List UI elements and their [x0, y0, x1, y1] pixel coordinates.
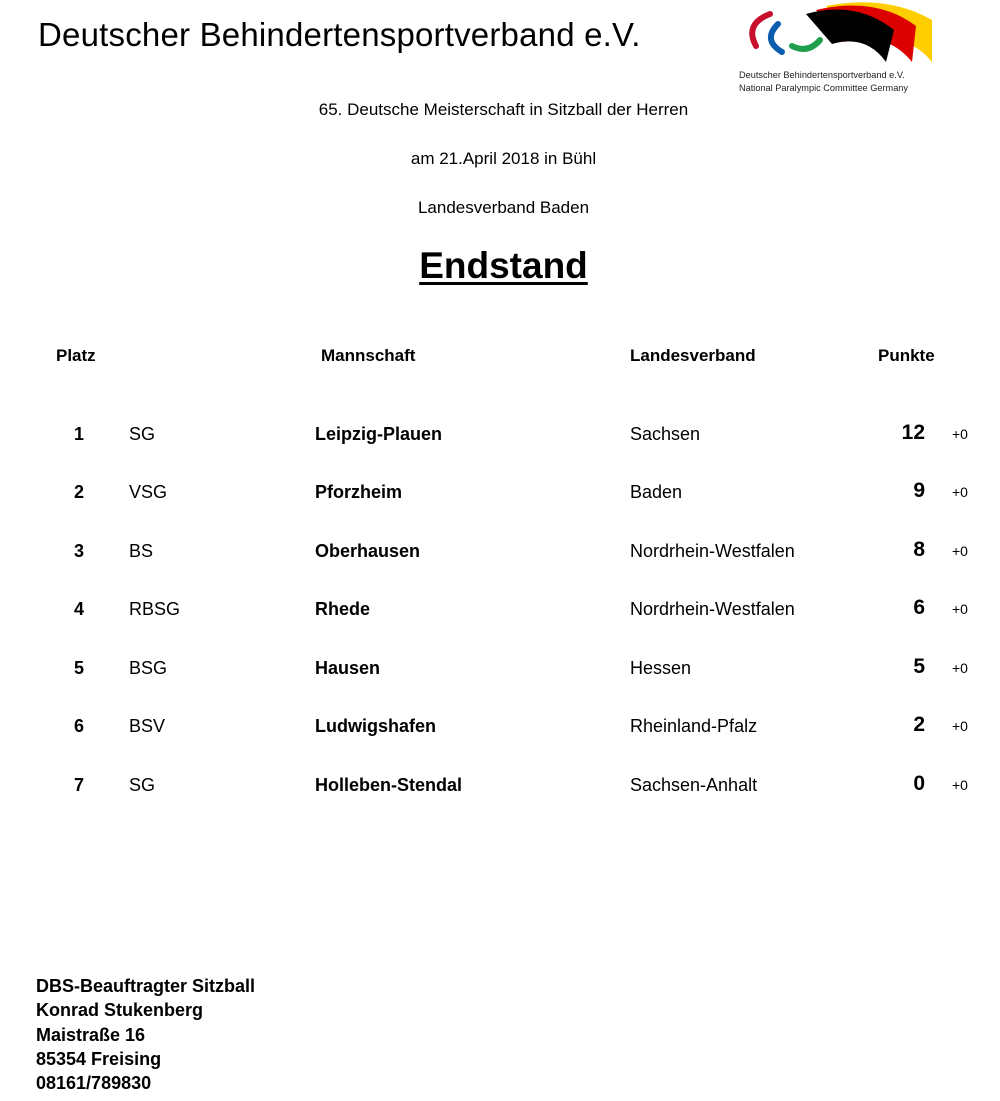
column-header-state: Landesverband [630, 346, 756, 365]
club-prefix-cell: SG [129, 775, 156, 795]
bonus-cell: +0 [952, 484, 968, 500]
points-cell: 5 [913, 655, 925, 678]
contact-street: Maistraße 16 [36, 1024, 146, 1045]
bonus-cell: +0 [952, 601, 968, 617]
paralympic-agitos-logo-icon [736, 0, 946, 70]
contact-phone: 08161/789830 [36, 1073, 152, 1094]
state-cell: Baden [630, 482, 683, 502]
points-cell: 2 [913, 713, 925, 736]
logo-caption-line2: National Paralympic Committee Germany [739, 83, 909, 93]
table-row [0, 772, 1000, 805]
column-header-team: Mannschaft [321, 346, 416, 365]
place-cell: 2 [74, 482, 85, 502]
team-cell: Ludwigshafen [315, 716, 436, 736]
team-cell: Holleben-Stendal [315, 775, 463, 795]
organization-title: Deutscher Behindertensportverband e.V. [38, 16, 641, 53]
place-cell: 7 [74, 775, 85, 795]
state-cell: Hessen [630, 658, 692, 678]
event-host: Landesverband Baden [417, 198, 590, 217]
table-row [0, 479, 1000, 512]
event-date-place: am 21.April 2018 in Bühl [410, 149, 597, 168]
club-prefix-cell: BS [129, 541, 154, 561]
page-heading: Endstand [419, 245, 588, 286]
logo-caption-line1: Deutscher Behindertensportverband e.V. [739, 70, 905, 80]
table-row [0, 596, 1000, 629]
bonus-cell: +0 [952, 426, 968, 442]
place-cell: 5 [74, 658, 85, 678]
contact-block [36, 974, 255, 1095]
club-prefix-cell: BSG [129, 658, 168, 678]
contact-role: DBS-Beauftragter Sitzball [36, 976, 256, 996]
column-header-points: Punkte [878, 346, 935, 365]
column-header-place: Platz [56, 346, 96, 365]
state-cell: Sachsen-Anhalt [630, 775, 758, 795]
club-prefix-cell: RBSG [129, 599, 181, 619]
club-prefix-cell: VSG [129, 482, 168, 502]
points-cell: 6 [913, 596, 925, 619]
team-cell: Rhede [315, 599, 371, 619]
points-cell: 9 [913, 479, 925, 502]
points-cell: 0 [913, 772, 925, 795]
contact-city: 85354 Freising [36, 1048, 162, 1069]
state-cell: Nordrhein-Westfalen [630, 541, 795, 561]
club-prefix-cell: SG [129, 424, 156, 444]
table-row [0, 713, 1000, 746]
table-row [0, 655, 1000, 688]
bonus-cell: +0 [952, 718, 968, 734]
points-cell: 8 [913, 538, 925, 561]
state-cell: Nordrhein-Westfalen [630, 599, 795, 619]
dbs-logo [736, 0, 946, 100]
table-row [0, 538, 1000, 571]
place-cell: 4 [74, 599, 85, 619]
place-cell: 1 [74, 424, 85, 444]
team-cell: Pforzheim [315, 482, 403, 502]
contact-name: Konrad Stukenberg [36, 1000, 204, 1021]
place-cell: 3 [74, 541, 85, 561]
bonus-cell: +0 [952, 660, 968, 676]
state-cell: Sachsen [630, 424, 701, 444]
points-cell: 12 [901, 421, 925, 444]
bonus-cell: +0 [952, 543, 968, 559]
team-cell: Hausen [315, 658, 381, 678]
event-title: 65. Deutsche Meisterschaft in Sitzball der Herren [318, 100, 689, 119]
club-prefix-cell: BSV [129, 716, 166, 736]
state-cell: Rheinland-Pfalz [630, 716, 758, 736]
place-cell: 6 [74, 716, 85, 736]
team-cell: Oberhausen [315, 541, 421, 561]
team-cell: Leipzig-Plauen [315, 424, 443, 444]
table-row [0, 421, 1000, 454]
bonus-cell: +0 [952, 777, 968, 793]
